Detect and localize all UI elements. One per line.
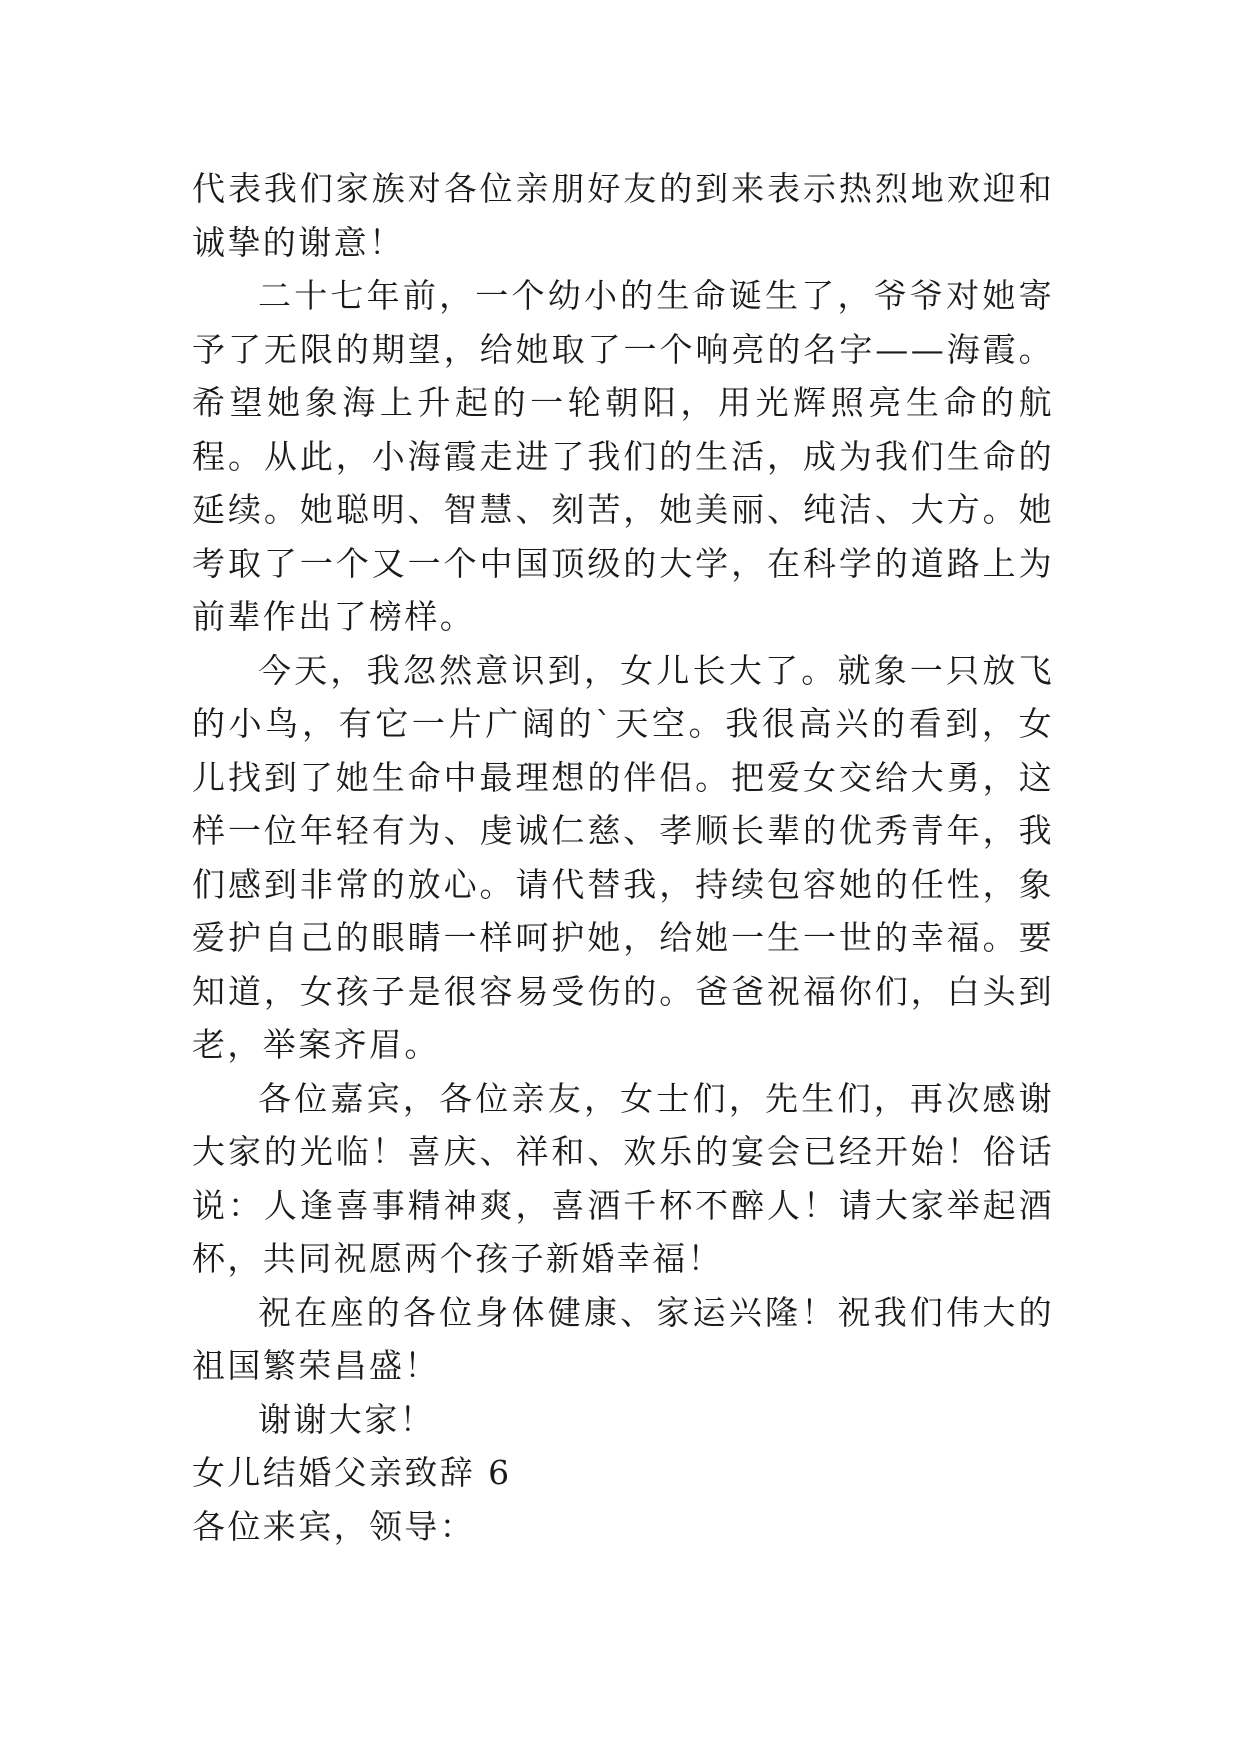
paragraph-opening-continuation: 代表我们家族对各位亲朋好友的到来表示热烈地欢迎和诚挚的谢意！ [192,169,1054,262]
paragraph-daughter-grown: 今天，我忽然意识到，女儿长大了。就象一只放飞的小鸟，有它一片广阔的`天空。我很高兴的看到，女儿找到了她生命中最理想的伴侣。把爱女交给大勇，这样一位年轻有为、虔诚仁慈、孝顺长辈的优秀青年，我们感到非常的放心。请代替我，持续包容她的任性，象爱护自己的眼睛一样呵护她，给她一生一世的幸福。要知道，女孩子是很容易受伤的。爸爸祝福你们，白头到老，举案齐眉。 [192,650,1054,1064]
document-body [192,162,1054,1553]
paragraph-birth-story: 二十七年前，一个幼小的生命诞生了，爷爷对她寄予了无限的期望，给她取了一个响亮的名字——海霞。希望她象海上升起的一轮朝阳，用光辉照亮生命的航程。从此，小海霞走进了我们的生活，成为我们生命的延续。她聪明、智慧、刻苦，她美丽、纯洁、大方。她考取了一个又一个中国顶级的大学，在科学的道路上为前辈作出了榜样。 [192,276,1054,636]
paragraph-thanks-guests: 各位嘉宾，各位亲友，女士们，先生们，再次感谢大家的光临！喜庆、祥和、欢乐的宴会已经开始！俗话说：人逢喜事精神爽，喜酒千杯不醉人！请大家举起酒杯，共同祝愿两个孩子新婚幸福！ [192,1078,1054,1278]
section-title: 女儿结婚父亲致辞 6 [192,1453,512,1492]
salutation: 各位来宾，领导： [192,1506,476,1546]
paragraph-blessing: 祝在座的各位身体健康、家运兴隆！祝我们伟大的祖国繁荣昌盛！ [192,1292,1054,1385]
paragraph-thank-you: 谢谢大家！ [258,1399,435,1439]
